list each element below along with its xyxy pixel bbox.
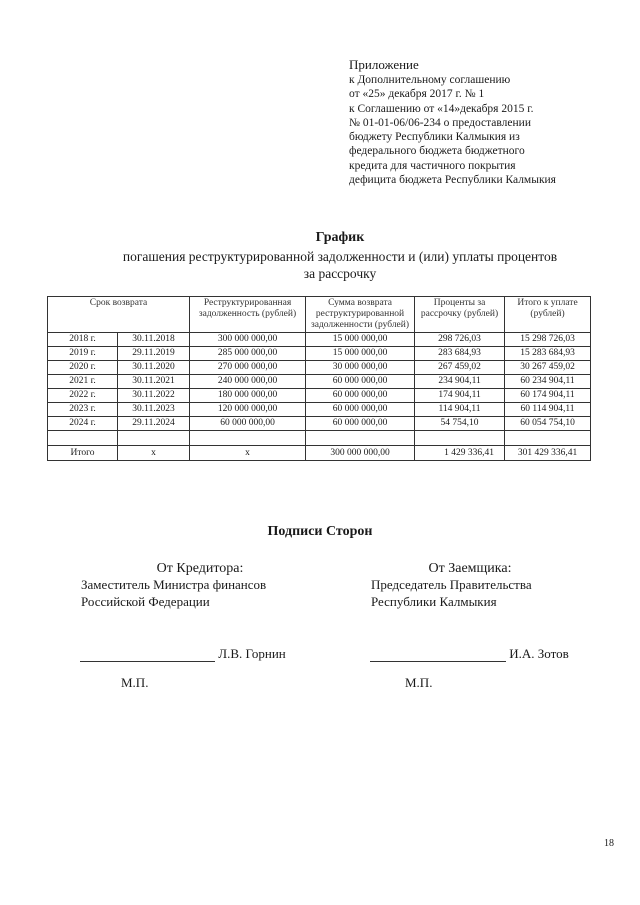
col-header-term: Срок возврата [48, 297, 190, 333]
cell-restructured-debt: 300 000 000,00 [190, 333, 306, 347]
annex-line: от «25» декабря 2017 г. № 1 [349, 88, 485, 101]
cell-restructured-debt: 60 000 000,00 [190, 417, 306, 431]
cell-total-repayment: 300 000 000,00 [306, 446, 415, 461]
table-row [48, 389, 591, 403]
cell-restructured-debt: 120 000 000,00 [190, 403, 306, 417]
cell-repayment-amount: 60 000 000,00 [306, 403, 415, 417]
cell-year: 2019 г. [48, 347, 118, 361]
borrower-heading: От Заемщика: [428, 561, 512, 576]
cell-total-date: x [118, 446, 190, 461]
annex-line: федерального бюджета бюджетного [349, 145, 525, 158]
cell-year: 2020 г. [48, 361, 118, 375]
cell-total: 30 267 459,02 [505, 361, 591, 375]
borrower-signature-line [370, 646, 569, 662]
borrower-stamp-label: М.П. [405, 675, 433, 690]
cell-interest: 234 904,11 [415, 375, 505, 389]
annex-line: № 01-01-06/06-234 о предоставлении [349, 116, 531, 129]
cell-total-interest: 1 429 336,41 [415, 446, 505, 461]
creditor-signatory-name: Л.В. Горнин [218, 646, 286, 661]
subtitle-line: за рассрочку [303, 266, 377, 281]
page-number: 18 [604, 838, 614, 849]
cell-total: 60 114 904,11 [505, 403, 591, 417]
creditor-heading: От Кредитора: [156, 561, 244, 576]
creditor-signature-line [80, 646, 286, 662]
cell-year: 2023 г. [48, 403, 118, 417]
cell-date: 30.11.2022 [118, 389, 190, 403]
cell-date: 30.11.2018 [118, 333, 190, 347]
subtitle-line: погашения реструктурированной задолженности и (или) уплаты процентов [122, 249, 558, 264]
cell-interest: 283 684,93 [415, 347, 505, 361]
table-row [48, 375, 591, 389]
borrower-position-line: Председатель Правительства [371, 577, 532, 592]
cell-repayment-amount: 60 000 000,00 [306, 389, 415, 403]
cell-restructured-debt: 270 000 000,00 [190, 361, 306, 375]
col-header-total: Итого к уплате (рублей) [505, 297, 591, 333]
cell-repayment-amount: 15 000 000,00 [306, 333, 415, 347]
annex-line: дефицита бюджета Республики Калмыкия [349, 174, 556, 187]
creditor-stamp-label: М.П. [121, 675, 149, 690]
creditor-position-line: Заместитель Министра финансов [81, 577, 267, 592]
table-row-total [48, 446, 591, 461]
cell-interest: 267 459,02 [415, 361, 505, 375]
cell-interest: 54 754,10 [415, 417, 505, 431]
table-row [48, 417, 591, 431]
table-row [48, 361, 591, 375]
cell-repayment-amount: 60 000 000,00 [306, 375, 415, 389]
cell-repayment-amount: 60 000 000,00 [306, 417, 415, 431]
annex-line: бюджету Республики Калмыкия из [349, 131, 520, 144]
creditor-position-line: Российской Федерации [81, 594, 210, 609]
cell-date: 30.11.2020 [118, 361, 190, 375]
annex-header [349, 57, 629, 187]
cell-restructured-debt: 180 000 000,00 [190, 389, 306, 403]
cell-date: 29.11.2019 [118, 347, 190, 361]
cell-interest: 298 726,03 [415, 333, 505, 347]
table-header-row [48, 297, 591, 333]
table-row-empty [48, 431, 591, 446]
document-title: График [315, 230, 365, 245]
cell-restructured-debt: 285 000 000,00 [190, 347, 306, 361]
cell-total: 15 298 726,03 [505, 333, 591, 347]
cell-repayment-amount: 30 000 000,00 [306, 361, 415, 375]
cell-interest: 114 904,11 [415, 403, 505, 417]
cell-total: 15 283 684,93 [505, 347, 591, 361]
signatures-title: Подписи Сторон [267, 524, 373, 539]
annex-line: к Соглашению от «14»декабря 2015 г. [349, 102, 534, 115]
signature-blank [80, 661, 215, 662]
cell-date: 30.11.2023 [118, 403, 190, 417]
borrower-position [371, 576, 532, 610]
cell-total-sum: 301 429 336,41 [505, 446, 591, 461]
cell-total: 60 174 904,11 [505, 389, 591, 403]
cell-total-label: Итого [48, 446, 118, 461]
cell-interest: 174 904,11 [415, 389, 505, 403]
cell-total: 60 234 904,11 [505, 375, 591, 389]
cell-restructured-debt: 240 000 000,00 [190, 375, 306, 389]
creditor-position [81, 576, 266, 610]
cell-year: 2024 г. [48, 417, 118, 431]
cell-year: 2021 г. [48, 375, 118, 389]
signature-blank [370, 661, 506, 662]
table-row [48, 403, 591, 417]
col-header-interest: Проценты за рассрочку (рублей) [415, 297, 505, 333]
repayment-schedule-table [47, 296, 591, 461]
cell-date: 29.11.2024 [118, 417, 190, 431]
cell-year: 2022 г. [48, 389, 118, 403]
cell-year: 2018 г. [48, 333, 118, 347]
annex-title: Приложение [349, 57, 419, 72]
cell-date: 30.11.2021 [118, 375, 190, 389]
col-header-restructured-debt: Реструктурированная задолженность (рублей) [190, 297, 306, 333]
col-header-repayment-amount: Сумма возврата реструктурированной задолженности (рублей) [306, 297, 415, 333]
borrower-signatory-name: И.А. Зотов [509, 646, 569, 661]
cell-total: 60 054 754,10 [505, 417, 591, 431]
borrower-position-line: Республики Калмыкия [371, 594, 497, 609]
document-subtitle [60, 248, 620, 282]
cell-repayment-amount: 15 000 000,00 [306, 347, 415, 361]
cell-total-restructured: x [190, 446, 306, 461]
annex-line: к Дополнительному соглашению [349, 74, 511, 86]
table-row [48, 333, 591, 347]
table-row [48, 347, 591, 361]
annex-line: кредита для частичного покрытия [349, 159, 516, 172]
